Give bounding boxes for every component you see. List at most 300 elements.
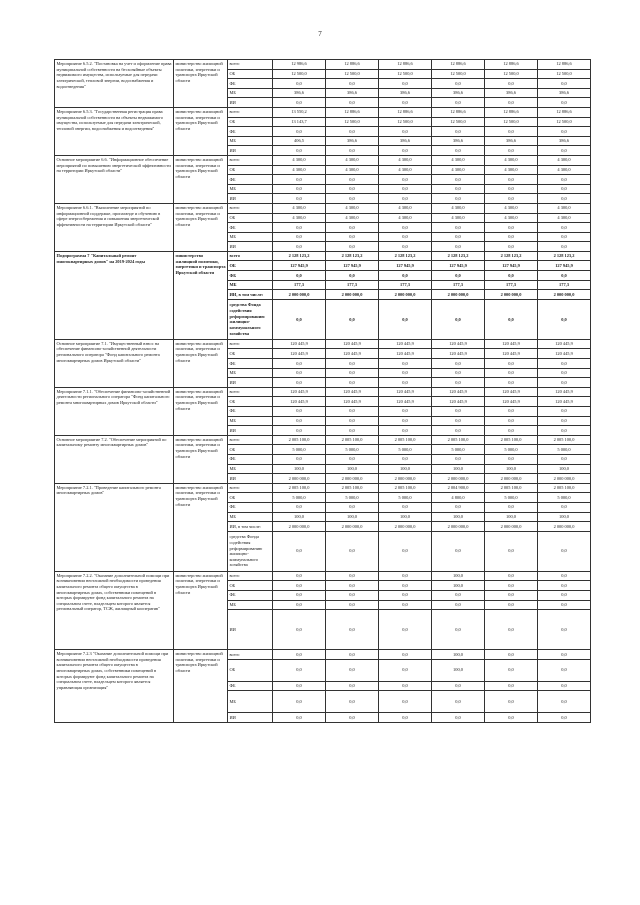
amount-cell: 2 005 100,0 [538, 435, 591, 445]
amount-cell: 0,0 [379, 713, 432, 723]
table-row [55, 203, 591, 213]
amount-cell: 0,0 [485, 531, 538, 571]
amount-cell: 120 445,9 [326, 339, 379, 349]
amount-cell: 100,0 [273, 512, 326, 522]
amount-cell: 386,6 [326, 136, 379, 146]
budget-table [54, 59, 591, 723]
table-row [55, 155, 591, 165]
funding-source: ОБ [228, 659, 273, 681]
amount-cell: 120 445,9 [485, 339, 538, 349]
amount-cell: 0,0 [485, 713, 538, 723]
amount-cell: 386,6 [379, 88, 432, 98]
amount-cell: 0,0 [432, 184, 485, 194]
amount-cell: 0,0 [432, 242, 485, 252]
amount-cell: 120 445,9 [379, 349, 432, 359]
amount-cell: 4 300,0 [538, 213, 591, 223]
amount-cell: 120 445,9 [273, 397, 326, 407]
amount-cell: 2 128 123,2 [273, 251, 326, 261]
amount-cell: 0,0 [538, 146, 591, 156]
amount-cell: 4 300,0 [273, 213, 326, 223]
amount-cell: 4 300,0 [326, 213, 379, 223]
amount-cell: 12 886,6 [432, 107, 485, 117]
amount-cell: 406,5 [273, 136, 326, 146]
funding-source: ИИ [228, 242, 273, 252]
amount-cell: 0,0 [538, 502, 591, 512]
funding-source: ИИ [228, 378, 273, 388]
amount-cell: 4 300,0 [432, 213, 485, 223]
amount-cell: 386,6 [485, 136, 538, 146]
amount-cell: 2 000 000,0 [538, 474, 591, 484]
amount-cell: 0,0 [326, 175, 379, 185]
amount-cell: 2 005 100,0 [538, 483, 591, 493]
amount-cell: 120 445,9 [432, 397, 485, 407]
activity-name: Основное мероприятие 7.1. "Имущественный взнос на обеспечение финансово-хозяйственной деятельности регионального оператора "Фонд капитального ремонта многоквартирных домов Иркутской области" [55, 339, 174, 387]
amount-cell: 2 005 100,0 [432, 435, 485, 445]
funding-source: ОБ [228, 581, 273, 591]
amount-cell: 0,0 [485, 232, 538, 242]
amount-cell: 177,3 [379, 280, 432, 290]
activity-name: Мероприятие 6.5.2. "Постановка на учет и оформление права муниципальной собственности на бесхозяйные объекты недвижимого имущества, используемые для передачи электрической, тепловой энергии, водоснабжения и водоотведения" [55, 60, 174, 108]
amount-cell: 12 500,0 [485, 117, 538, 127]
amount-cell: 0,0 [326, 359, 379, 369]
amount-cell: 4 800,0 [432, 493, 485, 503]
amount-cell: 0,0 [485, 581, 538, 591]
amount-cell: 100,0 [326, 512, 379, 522]
amount-cell: 0,0 [273, 571, 326, 581]
amount-cell: 0,0 [326, 242, 379, 252]
amount-cell: 0,0 [538, 79, 591, 89]
amount-cell: 5 000,0 [379, 445, 432, 455]
amount-cell: 2 000 000,0 [485, 474, 538, 484]
activity-name: Мероприятие 7.1.1. "Обеспечение финансово-хозяйственной деятельности регионального оператора "Фонд капитального ремонта многоквартирных домов Иркутской области" [55, 387, 174, 435]
amount-cell: 0,0 [485, 610, 538, 650]
amount-cell: 12 500,0 [326, 117, 379, 127]
amount-cell: 0,0 [326, 713, 379, 723]
amount-cell: 0,0 [379, 223, 432, 233]
amount-cell: 386,6 [326, 88, 379, 98]
amount-cell: 177,3 [432, 280, 485, 290]
table-row [55, 339, 591, 349]
amount-cell: 100,0 [432, 659, 485, 681]
amount-cell: 0,0 [379, 146, 432, 156]
amount-cell: 0,0 [432, 299, 485, 339]
funding-source: средства Фонда содействия реформированию жилищно-коммунального хозяйства [228, 531, 273, 571]
activity-name: Мероприятие 6.6.1. "Выполнение мероприятий по информационной поддержке, пропаганде и обучению в сфере энергосбережения и повышения энергетической эффективности на территории Иркутской области" [55, 203, 174, 251]
amount-cell: 0,0 [326, 581, 379, 591]
amount-cell: 0,0 [273, 531, 326, 571]
amount-cell: 0,0 [538, 691, 591, 713]
amount-cell: 12 886,6 [538, 107, 591, 117]
amount-cell: 0,0 [485, 299, 538, 339]
amount-cell: 4 300,0 [485, 213, 538, 223]
funding-source: ИИ [228, 194, 273, 204]
amount-cell: 100,0 [432, 512, 485, 522]
amount-cell: 4 300,0 [485, 155, 538, 165]
amount-cell: 0,0 [326, 416, 379, 426]
amount-cell: 5 000,0 [326, 493, 379, 503]
amount-cell: 4 300,0 [432, 165, 485, 175]
amount-cell: 0,0 [273, 223, 326, 233]
funding-source: ОБ [228, 165, 273, 175]
amount-cell: 4 300,0 [538, 165, 591, 175]
amount-cell: 120 445,9 [485, 387, 538, 397]
amount-cell: 0,0 [485, 681, 538, 691]
amount-cell: 0,0 [379, 175, 432, 185]
amount-cell: 120 445,9 [326, 387, 379, 397]
amount-cell: 0,0 [538, 223, 591, 233]
amount-cell: 2 000 000,0 [273, 290, 326, 300]
funding-source: ФБ [228, 681, 273, 691]
amount-cell: 0,0 [379, 650, 432, 660]
amount-cell: 12 500,0 [485, 69, 538, 79]
amount-cell: 120 445,9 [432, 339, 485, 349]
funding-source: средства Фонда содействия реформированию жилищно-коммунального хозяйства [228, 299, 273, 339]
amount-cell: 4 300,0 [432, 203, 485, 213]
amount-cell: 0,0 [538, 194, 591, 204]
amount-cell: 0,0 [538, 299, 591, 339]
amount-cell: 0,0 [538, 378, 591, 388]
amount-cell: 2 000 000,0 [485, 522, 538, 532]
amount-cell: 2 000 000,0 [432, 474, 485, 484]
amount-cell: 0,0 [432, 175, 485, 185]
amount-cell: 12 886,6 [379, 107, 432, 117]
amount-cell: 0,0 [485, 271, 538, 281]
funding-source: ФБ [228, 127, 273, 137]
funding-source: МБ [228, 88, 273, 98]
funding-source: ФБ [228, 454, 273, 464]
amount-cell: 0,0 [326, 610, 379, 650]
amount-cell: 0,0 [379, 407, 432, 417]
amount-cell: 0,0 [379, 659, 432, 681]
amount-cell: 386,6 [432, 88, 485, 98]
amount-cell: 2 005 100,0 [273, 435, 326, 445]
amount-cell: 12 886,6 [326, 60, 379, 70]
table-row [55, 435, 591, 445]
amount-cell: 5 000,0 [379, 493, 432, 503]
amount-cell: 2 000 000,0 [485, 290, 538, 300]
funding-source: ОБ [228, 397, 273, 407]
amount-cell: 0,0 [432, 681, 485, 691]
amount-cell: 0,0 [326, 98, 379, 108]
amount-cell: 120 445,9 [326, 349, 379, 359]
amount-cell: 2 005 100,0 [379, 435, 432, 445]
amount-cell: 0,0 [538, 659, 591, 681]
amount-cell: 0,0 [379, 98, 432, 108]
amount-cell: 4 300,0 [538, 155, 591, 165]
funding-source: МБ [228, 232, 273, 242]
table-row [55, 571, 591, 581]
amount-cell: 100,0 [326, 464, 379, 474]
amount-cell: 0,0 [379, 426, 432, 436]
amount-cell: 100,0 [432, 571, 485, 581]
amount-cell: 0,0 [379, 299, 432, 339]
amount-cell: 0,0 [273, 650, 326, 660]
amount-cell: 0,0 [538, 271, 591, 281]
executor-cell: министерство жилищной политики, энергетики и транспорта Иркутской области [174, 60, 228, 108]
amount-cell: 0,0 [273, 600, 326, 610]
amount-cell: 0,0 [326, 184, 379, 194]
funding-source: ИИ [228, 713, 273, 723]
amount-cell: 4 300,0 [538, 203, 591, 213]
amount-cell: 177,3 [326, 280, 379, 290]
amount-cell: 0,0 [326, 659, 379, 681]
amount-cell: 100,0 [538, 512, 591, 522]
amount-cell: 120 445,9 [326, 397, 379, 407]
amount-cell: 2 000 000,0 [326, 290, 379, 300]
amount-cell: 0,0 [485, 571, 538, 581]
table-row [55, 251, 591, 261]
funding-source: ИИ, в том числе: [228, 290, 273, 300]
amount-cell: 2 128 123,2 [538, 251, 591, 261]
amount-cell: 2 000 000,0 [326, 474, 379, 484]
amount-cell: 0,0 [326, 194, 379, 204]
amount-cell: 0,0 [432, 194, 485, 204]
funding-source: ИИ [228, 474, 273, 484]
executor-cell: министерство жилищной политики, энергетики и транспорта Иркутской области [174, 155, 228, 203]
funding-source: ФБ [228, 359, 273, 369]
amount-cell: 12 500,0 [538, 117, 591, 127]
amount-cell: 0,0 [432, 127, 485, 137]
amount-cell: 12 500,0 [432, 117, 485, 127]
page-number: 7 [318, 30, 322, 38]
amount-cell: 2 128 123,2 [485, 251, 538, 261]
amount-cell: 0,0 [538, 175, 591, 185]
amount-cell: 4 300,0 [379, 203, 432, 213]
amount-cell: 127 945,9 [432, 261, 485, 271]
amount-cell: 0,0 [379, 571, 432, 581]
amount-cell: 2 000 000,0 [273, 522, 326, 532]
amount-cell: 0,0 [538, 454, 591, 464]
amount-cell: 0,0 [432, 600, 485, 610]
amount-cell: 0,0 [432, 378, 485, 388]
funding-source: МБ [228, 464, 273, 474]
amount-cell: 4 300,0 [432, 155, 485, 165]
amount-cell: 0,0 [485, 79, 538, 89]
amount-cell: 0,0 [379, 79, 432, 89]
table-row [55, 483, 591, 493]
amount-cell: 120 445,9 [538, 349, 591, 359]
funding-source: МБ [228, 512, 273, 522]
amount-cell: 0,0 [273, 242, 326, 252]
amount-cell: 0,0 [432, 271, 485, 281]
activity-name: Мероприятие 6.5.3. "Государственная регистрация права муниципальной собственности на объекты недвижимого имущества, используемые для передачи электрической, тепловой энергии, водоснабжения и водоотведения" [55, 107, 174, 155]
activity-name: Подпрограмма 7 "Капитальный ремонт многоквартирных домов" на 2019-2024 годы [55, 251, 174, 339]
funding-source: всего [228, 107, 273, 117]
amount-cell: 0,0 [432, 590, 485, 600]
amount-cell: 12 500,0 [432, 69, 485, 79]
amount-cell: 177,3 [485, 280, 538, 290]
amount-cell: 0,0 [432, 531, 485, 571]
amount-cell: 0,0 [432, 610, 485, 650]
activity-name: Мероприятие 7.2.3 "Оказание дополнительной помощи при возникновении неотложной необходимости проведения капитального ремонта общего имущества в многоквартирных домах, собственники помещений в которых формируют фонд капитального ремонта на специальном счете, владельцем которого является управляющая организация" [55, 650, 174, 723]
funding-source: ИИ [228, 426, 273, 436]
amount-cell: 0,0 [379, 691, 432, 713]
amount-cell: 13 143,7 [273, 117, 326, 127]
executor-cell: министерство жилищной политики, энергетики и транспорта Иркутской области [174, 203, 228, 251]
funding-source: ОБ [228, 261, 273, 271]
amount-cell: 2 005 100,0 [326, 435, 379, 445]
funding-source: всего [228, 60, 273, 70]
amount-cell: 0,0 [432, 368, 485, 378]
activity-name: Мероприятие 7.2.1. "Проведение капитального ремонта многоквартирных домов" [55, 483, 174, 571]
amount-cell: 4 300,0 [379, 213, 432, 223]
table-row [55, 650, 591, 660]
amount-cell: 0,0 [538, 127, 591, 137]
funding-source: МБ [228, 691, 273, 713]
amount-cell: 12 886,6 [379, 60, 432, 70]
amount-cell: 0,0 [538, 531, 591, 571]
amount-cell: 0,0 [326, 378, 379, 388]
amount-cell: 0,0 [326, 368, 379, 378]
amount-cell: 0,0 [379, 502, 432, 512]
funding-source: МБ [228, 416, 273, 426]
amount-cell: 0,0 [273, 581, 326, 591]
amount-cell: 0,0 [485, 175, 538, 185]
amount-cell: 0,0 [538, 610, 591, 650]
funding-source: ОБ [228, 117, 273, 127]
amount-cell: 0,0 [538, 98, 591, 108]
amount-cell: 177,3 [538, 280, 591, 290]
amount-cell: 2 000 000,0 [379, 290, 432, 300]
amount-cell: 0,0 [273, 79, 326, 89]
amount-cell: 4 300,0 [273, 165, 326, 175]
amount-cell: 2 005 100,0 [326, 483, 379, 493]
amount-cell: 4 300,0 [273, 203, 326, 213]
amount-cell: 2 000 000,0 [379, 522, 432, 532]
amount-cell: 4 300,0 [485, 203, 538, 213]
amount-cell: 0,0 [379, 359, 432, 369]
amount-cell: 0,0 [379, 454, 432, 464]
amount-cell: 0,0 [326, 299, 379, 339]
amount-cell: 100,0 [379, 512, 432, 522]
table-row [55, 107, 591, 117]
amount-cell: 0,0 [273, 359, 326, 369]
amount-cell: 0,0 [326, 146, 379, 156]
amount-cell: 0,0 [432, 691, 485, 713]
executor-cell: министерство жилищной политики, энергетики и транспорта Иркутской области [174, 483, 228, 571]
amount-cell: 0,0 [273, 378, 326, 388]
amount-cell: 0,0 [485, 454, 538, 464]
amount-cell: 127 945,9 [273, 261, 326, 271]
amount-cell: 0,0 [432, 146, 485, 156]
amount-cell: 0,0 [273, 299, 326, 339]
amount-cell: 386,6 [273, 88, 326, 98]
amount-cell: 120 445,9 [379, 387, 432, 397]
amount-cell: 0,0 [538, 359, 591, 369]
funding-source: ИИ, в том числе: [228, 522, 273, 532]
funding-source: всего [228, 387, 273, 397]
amount-cell: 0,0 [273, 681, 326, 691]
amount-cell: 0,0 [273, 98, 326, 108]
amount-cell: 0,0 [273, 232, 326, 242]
amount-cell: 100,0 [379, 464, 432, 474]
amount-cell: 0,0 [273, 659, 326, 681]
amount-cell: 0,0 [538, 600, 591, 610]
amount-cell: 120 445,9 [273, 387, 326, 397]
funding-source: ОБ [228, 213, 273, 223]
amount-cell: 0,0 [273, 146, 326, 156]
activity-name: Основное мероприятие 7.2. "Обеспечение мероприятий по капитальному ремонту многоквартирных домов" [55, 435, 174, 483]
funding-source: МБ [228, 136, 273, 146]
amount-cell: 0,0 [379, 127, 432, 137]
amount-cell: 120 445,9 [538, 397, 591, 407]
amount-cell: 0,0 [379, 378, 432, 388]
executor-cell: министерство жилищной политики, энергетики и транспорта Иркутской области [174, 435, 228, 483]
amount-cell: 2 000 000,0 [432, 290, 485, 300]
amount-cell: 0,0 [273, 184, 326, 194]
amount-cell: 0,0 [326, 691, 379, 713]
amount-cell: 2 005 100,0 [485, 483, 538, 493]
amount-cell: 0,0 [432, 407, 485, 417]
amount-cell: 0,0 [379, 531, 432, 571]
amount-cell: 13 550,2 [273, 107, 326, 117]
amount-cell: 120 445,9 [432, 349, 485, 359]
amount-cell: 0,0 [485, 127, 538, 137]
amount-cell: 12 500,0 [326, 69, 379, 79]
funding-source: всего [228, 650, 273, 660]
amount-cell: 5 000,0 [538, 445, 591, 455]
amount-cell: 2 128 123,2 [326, 251, 379, 261]
executor-cell: министерство жилищной политики, энергетики и транспорта Иркутской области [174, 339, 228, 387]
amount-cell: 12 500,0 [538, 69, 591, 79]
amount-cell: 120 445,9 [485, 349, 538, 359]
amount-cell: 386,6 [432, 136, 485, 146]
amount-cell: 0,0 [379, 416, 432, 426]
amount-cell: 0,0 [538, 242, 591, 252]
amount-cell: 0,0 [538, 681, 591, 691]
amount-cell: 5 000,0 [538, 493, 591, 503]
amount-cell: 0,0 [273, 127, 326, 137]
amount-cell: 100,0 [273, 464, 326, 474]
funding-source: всего [228, 435, 273, 445]
amount-cell: 0,0 [273, 610, 326, 650]
executor-cell: министерство жилищной политики, энергетики и транспорта Иркутской области [174, 571, 228, 649]
amount-cell: 0,0 [379, 600, 432, 610]
activity-name: Основное мероприятие 6.6. "Информационное обеспечение мероприятий по повышению энергетической эффективности на территории Иркутской области" [55, 155, 174, 203]
amount-cell: 0,0 [485, 359, 538, 369]
amount-cell: 120 445,9 [379, 339, 432, 349]
funding-source: ФБ [228, 590, 273, 600]
amount-cell: 100,0 [538, 464, 591, 474]
funding-source: ФБ [228, 271, 273, 281]
amount-cell: 127 945,9 [379, 261, 432, 271]
amount-cell: 0,0 [485, 378, 538, 388]
amount-cell: 386,6 [485, 88, 538, 98]
amount-cell: 0,0 [538, 407, 591, 417]
amount-cell: 0,0 [326, 426, 379, 436]
amount-cell: 0,0 [485, 368, 538, 378]
amount-cell: 0,0 [432, 79, 485, 89]
funding-source: ФБ [228, 175, 273, 185]
amount-cell: 2 005 100,0 [379, 483, 432, 493]
funding-source: ФБ [228, 79, 273, 89]
amount-cell: 100,0 [485, 512, 538, 522]
amount-cell: 4 300,0 [273, 155, 326, 165]
amount-cell: 0,0 [538, 368, 591, 378]
amount-cell: 0,0 [379, 590, 432, 600]
amount-cell: 0,0 [432, 98, 485, 108]
amount-cell: 0,0 [326, 650, 379, 660]
funding-source: ОБ [228, 349, 273, 359]
amount-cell: 2 000 000,0 [538, 522, 591, 532]
amount-cell: 0,0 [485, 659, 538, 681]
funding-source: ОБ [228, 445, 273, 455]
amount-cell: 386,6 [379, 136, 432, 146]
amount-cell: 0,0 [379, 368, 432, 378]
amount-cell: 127 945,9 [538, 261, 591, 271]
amount-cell: 0,0 [485, 407, 538, 417]
amount-cell: 0,0 [379, 184, 432, 194]
